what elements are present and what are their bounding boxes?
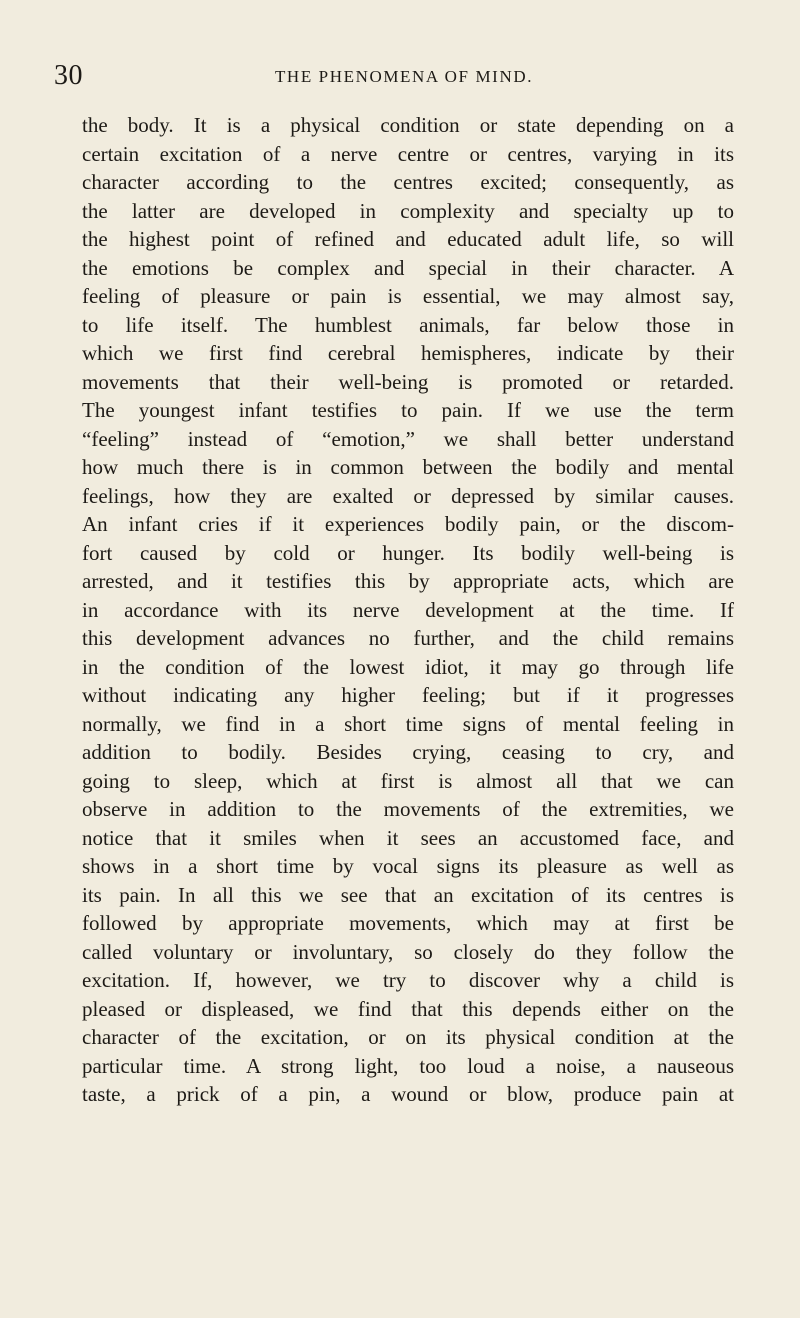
- text-line: to life itself. The humblest animals, far below those in: [82, 312, 734, 337]
- text-line: followed by appropriate movements, which may at first be: [82, 911, 734, 935]
- text-line: The youngest infant testifies to pain. If we use the term: [82, 398, 734, 422]
- text-line: without indicating any higher feeling; but if it progresses: [82, 683, 734, 707]
- text-line: addition to bodily. Besides crying, ceasing to cry, and: [82, 740, 734, 764]
- text-line: this development advances no further, and the child remains: [82, 626, 734, 650]
- text-line: taste, a prick of a pin, a wound or blow, produce pain at: [82, 1082, 734, 1106]
- text-line: arrested, and it testifies this by appropriate acts, which are: [82, 569, 734, 593]
- page-number: 30: [54, 60, 83, 91]
- text-line: “feeling” instead of “emotion,” we shall better understand: [82, 426, 734, 451]
- text-line: called voluntary or involuntary, so closely do they follow the: [82, 939, 734, 964]
- text-line: excitation. If, however, we try to discover why a child is: [82, 968, 734, 992]
- text-line: its pain. In all this we see that an excitation of its centres is: [82, 882, 734, 907]
- text-line: particular time. A strong light, too loud a noise, a nauseous: [82, 1053, 734, 1078]
- text-line: feelings, how they are exalted or depressed by similar causes.: [82, 483, 734, 508]
- text-line: feeling of pleasure or pain is essential, we may almost say,: [82, 284, 734, 308]
- text-line: character according to the centres excited; consequently, as: [82, 170, 734, 194]
- page-header: [54, 60, 754, 92]
- text-line: the latter are developed in complexity and specialty up to: [82, 198, 734, 223]
- text-line: An infant cries if it experiences bodily pain, or the discom-: [82, 512, 734, 536]
- text-line: in the condition of the lowest idiot, it may go through life: [82, 654, 734, 679]
- text-line: the emotions be complex and special in their character. A: [82, 255, 734, 280]
- body-paragraph: [82, 111, 734, 1109]
- text-line: notice that it smiles when it sees an accustomed face, and: [82, 825, 734, 850]
- text-line: going to sleep, which at first is almost all that we can: [82, 768, 734, 793]
- text-line: the highest point of refined and educated adult life, so will: [82, 227, 734, 251]
- text-line: observe in addition to the movements of the extremities, we: [82, 797, 734, 821]
- text-line: in accordance with its nerve development at the time. If: [82, 597, 734, 622]
- text-line: pleased or displeased, we find that this depends either on the: [82, 996, 734, 1021]
- text-line: character of the excitation, or on its physical condition at the: [82, 1025, 734, 1049]
- text-line: shows in a short time by vocal signs its pleasure as well as: [82, 854, 734, 878]
- running-head: THE PHENOMENA OF MIND.: [274, 67, 534, 86]
- text-line: movements that their well-being is promoted or retarded.: [82, 369, 734, 394]
- text-line: certain excitation of a nerve centre or centres, varying in its: [82, 141, 734, 166]
- text-line: the body. It is a physical condition or state depending on a: [82, 113, 734, 137]
- text-line: normally, we find in a short time signs of mental feeling in: [82, 711, 734, 736]
- text-line: how much there is in common between the bodily and mental: [82, 455, 734, 479]
- text-line: fort caused by cold or hunger. Its bodily well-being is: [82, 540, 734, 565]
- text-line: which we first find cerebral hemispheres, indicate by their: [82, 341, 734, 365]
